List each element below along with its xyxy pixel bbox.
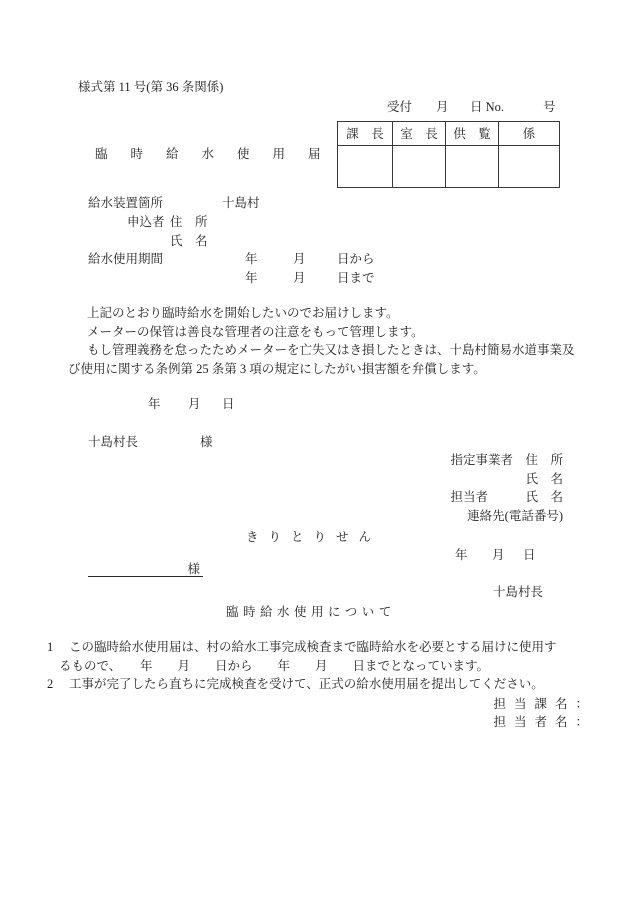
notice-item1-number: 1 [47,640,54,654]
approval-stamp-table [337,121,560,188]
notice-date-year: 年 [455,548,468,562]
period-from-day: 日から [337,252,375,266]
period-to-month: 月 [293,271,306,285]
notice-date-day: 日 [523,548,536,562]
notice-item2-number: 2 [47,677,54,691]
approval-header-row [338,122,559,146]
signer-phone: 連絡先(電話番号) [467,509,563,523]
notice-title: 臨時給水使用について [226,605,396,619]
body-line-3: もし管理義務を怠ったためメーターを亡失又はき損したときは、十島村簡易水道事業及 [87,343,575,357]
approval-stamp-row [338,146,559,187]
notice-item2-text: 工事が完了したら直ちに完成検査を受けて、正式の給水使用届を提出してください。 [69,677,544,691]
body-line-1: 上記のとおり臨時給水を開始したいのでお届けします。 [87,306,399,320]
form-number: 様式第 11 号(第 36 条関係) [78,80,224,94]
applicant-address-label: 住 所 [170,215,208,229]
notice-item1-line1: この臨時給水使用届は、村の給水工事完成検査まで臨時給水を必要とする届けに使用す [69,640,557,654]
approval-stamp-cell [393,146,446,187]
period-to-year: 年 [245,271,258,285]
notice-date-month: 月 [492,548,505,562]
department-name-label: 担当課名： [493,697,596,711]
period-label: 給水使用期間 [88,252,164,266]
submit-date-month: 月 [188,397,201,411]
signer-business-address: 指定事業者 住 所 [450,453,563,467]
approval-stamp-cell [446,146,499,187]
receipt-number-label: 号 [543,100,556,114]
location-label: 給水装置箇所 [88,196,164,210]
body-line-2: メーターの保管は善良な管理者の注意をもって管理します。 [87,325,424,339]
notice-sender: 十島村長 [492,585,543,599]
addressee-name: 十島村長 [88,435,139,449]
location-value: 十島村 [222,196,260,210]
period-from-month: 月 [293,252,306,266]
document-title: 臨時給水使用届 [95,147,344,161]
notice-addressee-suffix: 様 [187,562,200,576]
body-line-4: び使用に関する条例第 25 条第 3 項の規定にしたがい損害額を弁償します。 [68,362,486,376]
signer-contact-person: 担当者 氏 名 [450,490,563,504]
period-from-year: 年 [245,252,258,266]
approval-header-office-chief: 室 長 [393,122,446,145]
signer-business-name: 氏 名 [525,472,563,486]
addressee-suffix: 様 [200,435,213,449]
applicant-label: 申込者 [127,215,165,229]
receipt-month-label: 月 [436,100,449,114]
notice-item1-line2: るもので、 年 月 日から 年 月 日までとなっています。 [59,659,490,673]
submit-date-day: 日 [222,397,235,411]
approval-header-section-chief: 課 長 [338,122,393,145]
receipt-label: 受付 [387,100,413,114]
approval-header-staff: 係 [522,126,536,141]
approval-header-circulation: 供 覧 [446,122,499,145]
cut-line-label: きりとりせん [246,530,382,544]
notice-addressee-blank [88,562,203,577]
approval-stamp-cell [499,146,559,187]
period-to-day: 日まで [337,271,375,285]
applicant-name-label: 氏 名 [170,234,208,248]
approval-stamp-cell [338,146,393,187]
person-name-label: 担当者名： [493,715,596,729]
submit-date-year: 年 [148,397,161,411]
receipt-day-no-label: 日 No. [470,100,505,114]
